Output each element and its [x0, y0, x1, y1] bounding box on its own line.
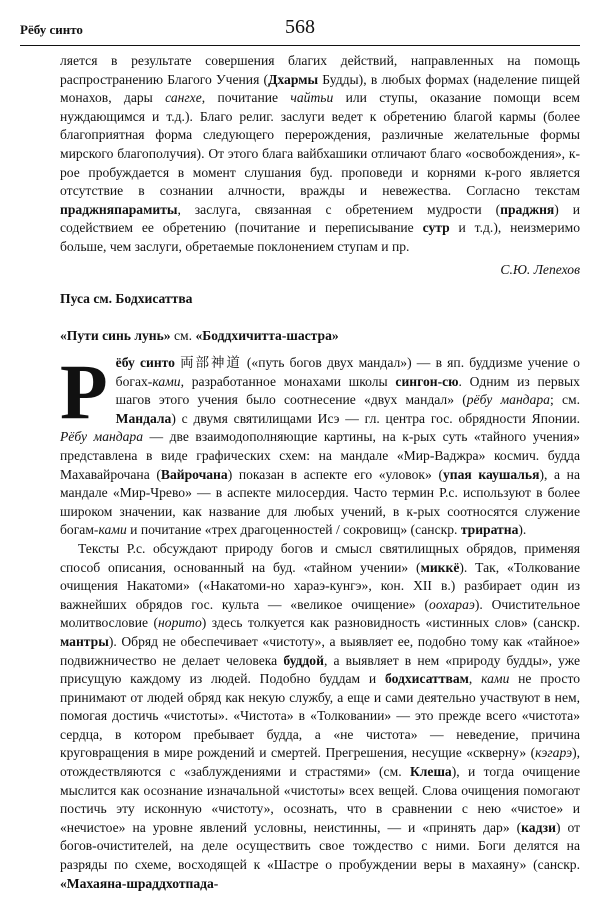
entry-author: С.Ю. Лепехов [500, 261, 580, 277]
text-run: , а выявляет в нем «природу будды», уже присущую каждому из людей. Подобно буддам и [60, 652, 581, 687]
text-run: и т.д.), неизмеримо больше, чем заслуги, обретаемые поклонением ступам и пр. [60, 220, 580, 254]
italic-term: кэгарэ [535, 745, 573, 761]
text-run: Тексты Р.с. обсуждают природу богов и смысл святилищных обрядов, применяя способ описания, основанный на буд. «тайном учении» ( [60, 540, 580, 575]
bold-term: бодхисаттвам [384, 671, 469, 687]
bold-term: Мандала [115, 410, 172, 426]
xref-see: см. [170, 328, 196, 343]
page-header [20, 16, 580, 42]
italic-term: ками [98, 522, 127, 538]
xref-title: «Пути синь лунь» [60, 328, 171, 343]
italic-term: рёбу мандара [466, 392, 550, 408]
text-run: ) и содействием ее обретению (почитание и переписывание [60, 201, 581, 236]
italic-term: ками [481, 671, 510, 687]
bold-term: буддой [283, 652, 324, 668]
bold-term: праджня [500, 201, 555, 217]
text-run: 両部神道 («путь богов двух мандал») — в яп. буддизме учение о богах- [115, 355, 580, 389]
text-run: ляется в результате совершения благих действий, направленных на помощь распространению Благого Учения ( [60, 53, 580, 87]
text-run: ) показан в аспекте его «уловок» ( [227, 466, 443, 482]
text-run: ). Очистительное молитвословие ( [60, 596, 581, 631]
bold-term: Вайрочана [160, 466, 228, 482]
text-run: не просто принимают от людей обряд как некую службу, а еще и сами деятельно участвуют в нем, помогая достичь «чистоты». «Чистота» в «Толковании» — это прежде всего «чистота» сердца, в котором пребывает будда, а «не чистота» — неведение, причина круговращения в мире рождений и смертей. Прегрешения, несущие «скверну» ( [60, 671, 581, 761]
text-run: ), и тогда очищение мыслится как осознание изначальной «чистоты» всех вещей. Слова очищения помогают постичь эту исконную «чистоту», осознать, что в сравнении с нею «чистое» и «нечистое» на уровне явлений условны, неистинны, — и «принять дар» ( [60, 764, 580, 835]
running-title: Рёбу синто [20, 22, 83, 37]
text-run: Будды), в любых формах (наделение пищей монахов, дары [60, 71, 580, 106]
italic-term: чайтьи [290, 90, 334, 106]
entry-paragraph-1-text [60, 348, 580, 538]
previous-entry [60, 52, 580, 279]
bold-term: Клеша [409, 764, 452, 780]
page-number: 568 [285, 16, 315, 38]
text-run: ), отождествляются с «заблуждениями и страстями» (см. [60, 745, 580, 780]
entry-paragraph-1 [60, 348, 580, 540]
cross-reference-pusa: Пуса см. Бодхисаттва [60, 291, 193, 306]
bold-term: сингон-сю [395, 373, 459, 389]
bold-term: мантры [60, 633, 109, 649]
header-rule [20, 45, 580, 46]
italic-term: норито [158, 615, 202, 631]
bold-term: упая каушалья [442, 466, 540, 482]
entry-ryobu-shinto [60, 348, 581, 893]
bold-term: «Махаяна-шраддхотпада- [60, 875, 219, 891]
text-run: ). [518, 522, 527, 538]
italic-term: сангхе [165, 90, 202, 106]
text-run: ; см. [549, 392, 580, 408]
text-run: , [468, 671, 482, 687]
text-run: ), а на мандале «Мир-Чрево» — в аспекте милосердия. Часто термин Р.с. используют в более широком значении, как название для любых учений, в к-рых соотносятся служение богам- [60, 466, 580, 538]
xref-target: «Боддхичитта-шастра» [195, 328, 339, 343]
text-run: ). Обряд не обеспечивает «чистоту», а выявляет ее, подобно тому как «тайное» подвижничество не делает человека [60, 633, 580, 668]
bold-term: ёбу синто [115, 355, 175, 370]
text-run: и почитание «трех драгоценностей / сокровищ» (санскр. [126, 522, 461, 538]
italic-term: Рёбу мандара [60, 429, 144, 445]
bold-term: сутр [422, 220, 450, 236]
bold-term: триратна [460, 522, 519, 538]
bold-term: Дхармы [268, 71, 319, 87]
text-run: , почитание [201, 90, 291, 106]
text-run: , заслуга, связанная с обретением мудрости ( [177, 201, 501, 217]
text-run: ) от богов-очистителей, на деле осуществить свое тождество с ними. Боги делятся на разряды по схеме, восходящей к «Шастре о пробуждении веры в махаяну» (санскр. [60, 819, 581, 873]
bold-term: миккё [420, 559, 460, 575]
italic-term: ками [152, 373, 181, 389]
italic-term: ooхараэ [429, 596, 475, 612]
text-run: ) с двумя святилищами Исэ — гл. центра гос. обрядности Японии. [171, 410, 580, 426]
text-run: . Одним из первых шагов этого учения было соотнесение «двух мандал» ( [115, 373, 580, 408]
drop-cap: Р [60, 348, 108, 435]
bold-term: праджняпарамиты [60, 201, 178, 217]
previous-entry-paragraph [60, 52, 580, 257]
entry-paragraph-2 [60, 540, 580, 893]
text-run: ) здесь толкуется как разновидность «истинных слов» (санскр. [201, 615, 580, 631]
text-run: — две взаимодополняющие картины, на к-рых суть «тайного учения» представлена в виде графических схем: на мандале «Мир-Ваджра» космич. будда Махавайрочана ( [60, 429, 580, 482]
bold-term: кадзи [521, 819, 556, 835]
text-run: ). Так, «Толкование очищения Накатоми» («Накатоми-но харaэ-кунгэ», кон. XII в.) разбирает один из важнейших обрядов гос. культа — «великое очищение» ( [60, 559, 580, 612]
cross-reference-puti [60, 327, 580, 346]
text-run: , разработанное монахами школы [180, 373, 396, 389]
text-run: или ступы, оказание помощи всем нуждающимся и т.д.). Благо религ. заслуги ведет к обретению благой кармы (более благоприятная форма следующего перерождения, различные желательные формы мирского благополучия). От этого блага вайбхашики отличают благо «освобождения», к-рое пробуждается в момент слушания буд. проповеди и корнями к-рого является отсутствие в сознании алчности, вражды и невежества. Согласно текстам [60, 90, 581, 199]
